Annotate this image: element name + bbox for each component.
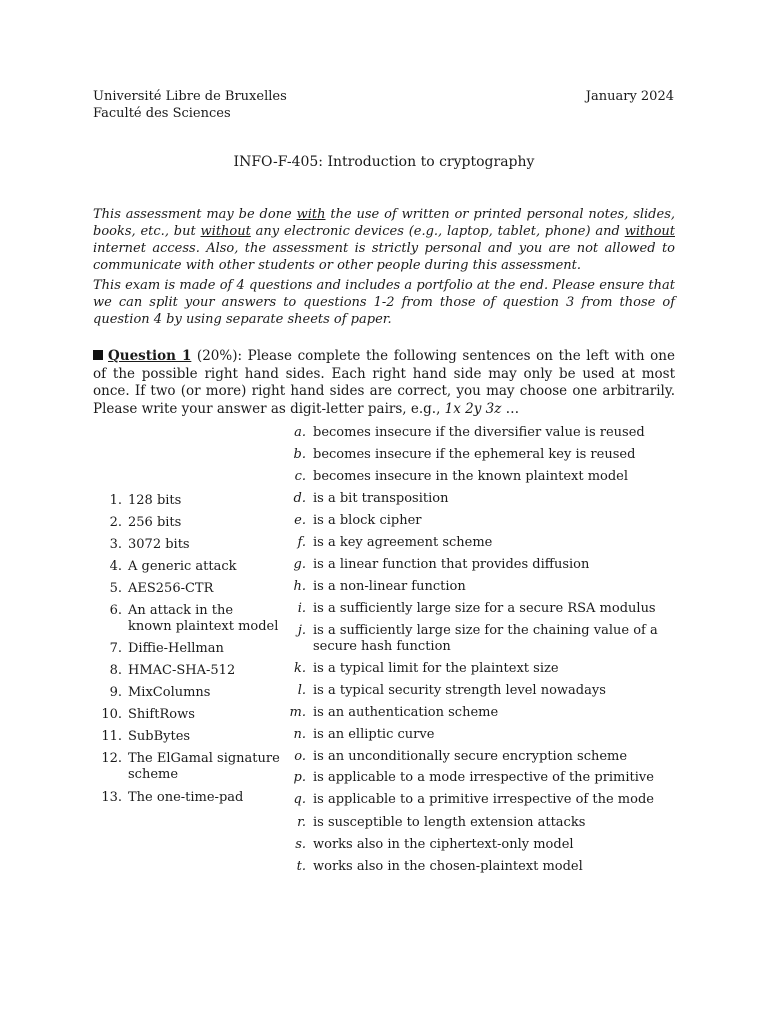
question-1-prompt bbox=[93, 348, 675, 418]
left-item-text: The ElGamal signature scheme bbox=[128, 751, 280, 782]
right-item-letter: s. bbox=[295, 837, 306, 852]
left-item-number: 1. bbox=[109, 493, 122, 508]
right-item-text: works also in the chosen-plaintext model bbox=[313, 859, 583, 874]
left-item bbox=[98, 581, 283, 597]
faculty-name: Faculté des Sciences bbox=[93, 106, 231, 121]
right-item-text: is applicable to a primitive irrespective of the mode bbox=[313, 792, 654, 807]
right-item bbox=[280, 557, 690, 573]
question-text: … bbox=[501, 400, 520, 417]
right-item-letter: a. bbox=[294, 425, 306, 440]
left-item-text: ShiftRows bbox=[128, 707, 195, 722]
left-item-number: 13. bbox=[101, 790, 122, 805]
right-item-letter: g. bbox=[293, 557, 306, 572]
left-item-number: 12. bbox=[101, 751, 122, 766]
right-item bbox=[280, 425, 690, 441]
right-item-text: becomes insecure if the ephemeral key is reused bbox=[313, 447, 636, 462]
right-item-text: is a block cipher bbox=[313, 513, 422, 528]
instructions-paragraph-2: This exam is made of 4 questions and includes a portfolio at the end. Please ensure that we can split your answers to questions 1-2 from those of question 3 from those of question 4 by using separate sheets of paper. bbox=[93, 278, 675, 327]
page-title: INFO-F-405: Introduction to cryptography bbox=[233, 154, 535, 170]
left-item bbox=[98, 707, 283, 723]
right-item-text: is an elliptic curve bbox=[313, 727, 435, 742]
left-item-number: 10. bbox=[101, 707, 122, 722]
right-item bbox=[280, 749, 690, 765]
right-item bbox=[280, 447, 690, 463]
right-item-letter: l. bbox=[297, 683, 306, 698]
left-item bbox=[98, 729, 283, 745]
right-item bbox=[280, 792, 690, 808]
left-item bbox=[98, 685, 283, 701]
right-item bbox=[280, 623, 690, 655]
right-item bbox=[280, 469, 690, 485]
right-item-text: is a linear function that provides diffusion bbox=[313, 557, 590, 572]
right-item-text: is a non-linear function bbox=[313, 579, 466, 594]
right-item-letter: i. bbox=[297, 601, 306, 616]
left-item-number: 4. bbox=[109, 559, 122, 574]
left-item-text: 128 bits bbox=[128, 493, 182, 508]
right-item bbox=[280, 727, 690, 743]
left-item-text: 256 bits bbox=[128, 515, 182, 530]
right-item-text: is a typical limit for the plaintext size bbox=[313, 661, 559, 676]
left-item bbox=[98, 663, 283, 679]
left-item bbox=[98, 641, 283, 657]
right-item-text: is a sufficiently large size for a secure RSA modulus bbox=[313, 601, 656, 616]
left-item-text: AES256-CTR bbox=[128, 581, 214, 596]
right-item-letter: m. bbox=[289, 705, 306, 720]
right-item-letter: d. bbox=[293, 491, 306, 506]
right-item bbox=[280, 683, 690, 699]
right-item-letter: j. bbox=[297, 623, 306, 638]
right-item-letter: h. bbox=[293, 579, 306, 594]
left-item bbox=[98, 537, 283, 553]
instr-emphasis: with bbox=[296, 207, 326, 222]
left-item-text: A generic attack bbox=[128, 559, 237, 574]
right-item-text: is an unconditionally secure encryption scheme bbox=[313, 749, 628, 764]
right-item-text: works also in the ciphertext-only model bbox=[313, 837, 574, 852]
right-item bbox=[280, 705, 690, 721]
left-item-text: MixColumns bbox=[128, 685, 211, 700]
left-item bbox=[98, 559, 283, 575]
left-item-number: 9. bbox=[109, 685, 122, 700]
question-label: Question 1 bbox=[108, 348, 192, 364]
right-item bbox=[280, 535, 690, 551]
right-item-text: is a bit transposition bbox=[313, 491, 449, 506]
right-item bbox=[280, 859, 690, 875]
right-item-letter: o. bbox=[294, 749, 306, 764]
answer-example: 1x 2y 3z bbox=[444, 400, 502, 417]
right-item-text: is an authentication scheme bbox=[313, 705, 499, 720]
left-item bbox=[98, 790, 283, 806]
question-text: Please complete the following sentences on the left with one of the possible right hand sides. bbox=[93, 348, 675, 382]
left-item-text: HMAC-SHA-512 bbox=[128, 663, 236, 678]
right-item-letter: b. bbox=[293, 447, 306, 462]
right-item bbox=[280, 770, 690, 786]
right-item-text: is a sufficiently large size for the chaining value of a secure hash function bbox=[313, 623, 658, 654]
instr-text: any electronic devices (e.g., laptop, tablet, phone) and bbox=[250, 224, 625, 239]
right-item-letter: r. bbox=[297, 815, 306, 830]
right-item-letter: f. bbox=[297, 535, 306, 550]
left-item-number: 7. bbox=[109, 641, 122, 656]
right-item-text: is a key agreement scheme bbox=[313, 535, 493, 550]
right-item-text: is a typical security strength level nowadays bbox=[313, 683, 606, 698]
right-item-letter: t. bbox=[296, 859, 306, 874]
instr-text: the use of written or printed personal notes, slides, books, etc., but bbox=[93, 207, 676, 239]
header-left bbox=[93, 88, 287, 122]
left-item bbox=[98, 515, 283, 531]
exam-date: January 2024 bbox=[585, 89, 674, 104]
left-item-text: An attack in the known plaintext model bbox=[128, 603, 279, 634]
right-item-letter: p. bbox=[293, 770, 306, 785]
instr-emphasis: without bbox=[200, 224, 251, 239]
right-item bbox=[280, 815, 690, 831]
instr-text: This assessment may be done bbox=[93, 207, 297, 222]
left-item bbox=[98, 493, 283, 509]
right-item-letter: e. bbox=[294, 513, 306, 528]
question-weight: (20%): bbox=[191, 348, 243, 364]
left-item bbox=[98, 751, 283, 783]
left-item-text: SubBytes bbox=[128, 729, 191, 744]
right-item bbox=[280, 579, 690, 595]
right-item bbox=[280, 491, 690, 507]
left-item-number: 2. bbox=[109, 515, 122, 530]
left-item-number: 6. bbox=[109, 603, 122, 618]
right-item-letter: c. bbox=[294, 469, 306, 484]
left-item-number: 3. bbox=[109, 537, 122, 552]
instructions-paragraph-1 bbox=[93, 206, 675, 274]
right-item bbox=[280, 661, 690, 677]
right-item-letter: q. bbox=[293, 792, 306, 807]
right-item-letter: n. bbox=[293, 727, 306, 742]
left-item bbox=[98, 603, 283, 635]
right-item bbox=[280, 837, 690, 853]
left-item-text: The one-time-pad bbox=[128, 790, 244, 805]
right-item-text: becomes insecure if the diversifier value is reused bbox=[313, 425, 645, 440]
left-item-text: Diffie-Hellman bbox=[128, 641, 224, 656]
right-item bbox=[280, 513, 690, 529]
instr-emphasis: without bbox=[624, 224, 675, 239]
square-bullet-icon bbox=[93, 350, 103, 360]
right-item-letter: k. bbox=[293, 661, 306, 676]
left-item-number: 8. bbox=[109, 663, 122, 678]
instr-text: internet access. Also, the assessment is strictly personal and you are not allowed to communicate with other students or other people during this assessment. bbox=[93, 241, 675, 273]
left-item-number: 5. bbox=[109, 581, 122, 596]
right-item-text: is applicable to a mode irrespective of the primitive bbox=[313, 770, 654, 785]
left-item-text: 3072 bits bbox=[128, 537, 190, 552]
right-item bbox=[280, 601, 690, 617]
university-name: Université Libre de Bruxelles bbox=[93, 89, 287, 104]
question-text: Each right hand side may only be used at most once. If two (or more) right hand sides are correct, you may choose one arbitrarily. Please write your answer as digit-letter pairs, e.g., bbox=[93, 365, 675, 417]
right-item-text: is susceptible to length extension attacks bbox=[313, 815, 586, 830]
right-item-text: becomes insecure in the known plaintext model bbox=[313, 469, 629, 484]
left-item-number: 11. bbox=[101, 729, 122, 744]
